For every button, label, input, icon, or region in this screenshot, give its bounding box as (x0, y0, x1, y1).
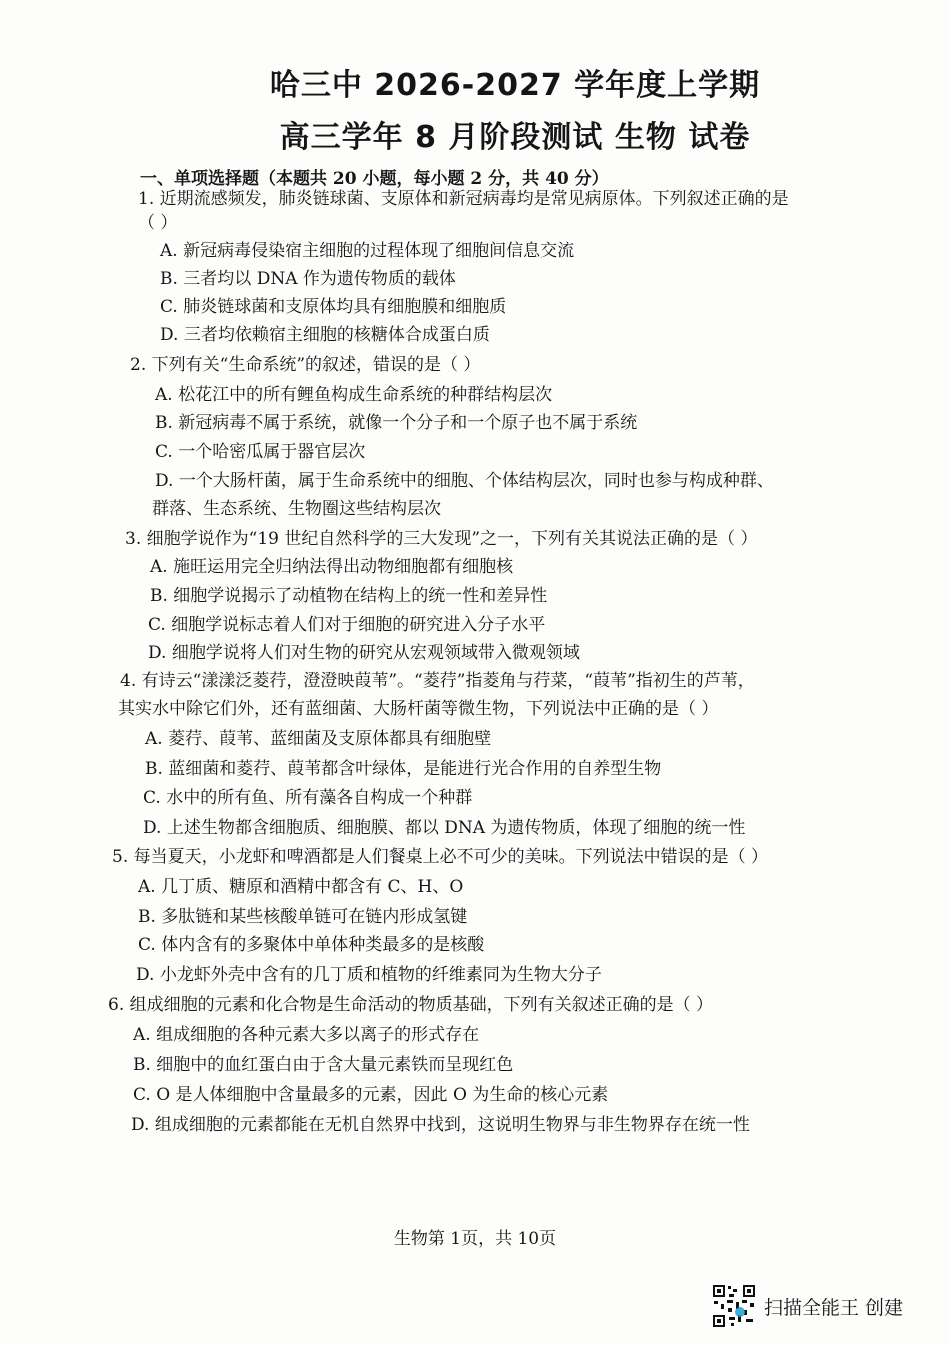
question-3-stem: 3. 细胞学说作为“19 世纪自然科学的三大发现”之一，下列有关其说法正确的是（ ） (125, 529, 758, 549)
question-5-option-a: A. 几丁质、糖原和酒精中都含有 C、H、O (138, 877, 464, 897)
scanner-watermark (712, 1284, 903, 1328)
question-6-option-a: A. 组成细胞的各种元素大多以离子的形式存在 (133, 1025, 480, 1045)
question-4-stem: 4. 有诗云“漾漾泛菱荇，澄澄映葭苇”。“菱荇”指菱角与荇菜，“葭苇”指初生的芦苇， (120, 671, 755, 691)
scanner-watermark-text: 扫描全能王 创建 (764, 1296, 904, 1319)
question-1-stem: 1. 近期流感频发，肺炎链球菌、支原体和新冠病毒均是常见病原体。下列叙述正确的是 (138, 189, 789, 209)
question-5-option-b: B. 多肽链和某些核酸单链可在链内形成氢键 (138, 907, 468, 927)
question-6-option-b: B. 细胞中的血红蛋白由于含大量元素铁而呈现红色 (133, 1055, 514, 1075)
question-6-option-d: D. 组成细胞的元素都能在无机自然界中找到，这说明生物界与非生物界存在统一性 (131, 1115, 750, 1135)
question-4-stem-continued: 其实水中除它们外，还有蓝细菌、大肠杆菌等微生物，下列说法中正确的是（ ） (118, 699, 719, 719)
question-2-option-b: B. 新冠病毒不属于系统，就像一个分子和一个原子也不属于系统 (155, 413, 638, 433)
question-1-option-c: C. 肺炎链球菌和支原体均具有细胞膜和细胞质 (160, 297, 507, 317)
question-3-option-d: D. 细胞学说将人们对生物的研究从宏观领域带入微观领域 (148, 643, 580, 663)
question-2-option-a: A. 松花江中的所有鲤鱼构成生命系统的种群结构层次 (155, 385, 553, 405)
qr-code-icon (712, 1284, 756, 1328)
question-4-option-c: C. 水中的所有鱼、所有藻各自构成一个种群 (143, 788, 473, 808)
question-2-stem: 2. 下列有关“生命系统”的叙述，错误的是（ ） (130, 355, 481, 375)
question-1-answer-blank: （ ） (138, 213, 178, 233)
page-footer: 生物第 1页，共 10页 (393, 1229, 557, 1249)
question-4-option-d: D. 上述生物都含细胞质、细胞膜、都以 DNA 为遗传物质，体现了细胞的统一性 (143, 818, 746, 838)
question-5-stem: 5. 每当夏天，小龙虾和啤酒都是人们餐桌上必不可少的美味。下列说法中错误的是（ ） (112, 847, 769, 867)
question-1-option-b: B. 三者均以 DNA 作为遗传物质的载体 (160, 269, 456, 289)
question-2-option-d-continued: 群落、生态系统、生物圈这些结构层次 (152, 499, 441, 519)
question-2-option-c: C. 一个哈密瓜属于器官层次 (155, 442, 366, 462)
exam-title-line1: 哈三中 2026-2027 学年度上学期 (269, 68, 761, 103)
question-1-option-a: A. 新冠病毒侵染宿主细胞的过程体现了细胞间信息交流 (160, 241, 575, 261)
question-5-option-d: D. 小龙虾外壳中含有的几丁质和植物的纤维素同为生物大分子 (136, 965, 602, 985)
question-3-option-a: A. 施旺运用完全归纳法得出动物细胞都有细胞核 (150, 557, 514, 577)
question-6-stem: 6. 组成细胞的元素和化合物是生命活动的物质基础，下列有关叙述正确的是（ ） (108, 995, 714, 1015)
question-3-option-c: C. 细胞学说标志着人们对于细胞的研究进入分子水平 (148, 615, 546, 635)
question-2-option-d: D. 一个大肠杆菌，属于生命系统中的细胞、个体结构层次，同时也参与构成种群、 (155, 471, 774, 491)
question-1-option-d: D. 三者均依赖宿主细胞的核糖体合成蛋白质 (160, 325, 490, 345)
question-4-option-a: A. 菱荇、葭苇、蓝细菌及支原体都具有细胞壁 (145, 729, 492, 749)
question-6-option-c: C. O 是人体细胞中含量最多的元素，因此 O 为生命的核心元素 (133, 1085, 609, 1105)
question-4-option-b: B. 蓝细菌和菱荇、葭苇都含叶绿体，是能进行光合作用的自养型生物 (145, 759, 662, 779)
question-3-option-b: B. 细胞学说揭示了动植物在结构上的统一性和差异性 (150, 586, 548, 606)
exam-title-line2: 高三学年 8 月阶段测试 生物 试卷 (279, 120, 751, 155)
section-heading: 一、单项选择题（本题共 20 小题，每小题 2 分，共 40 分） (140, 169, 609, 189)
question-5-option-c: C. 体内含有的多聚体中单体种类最多的是核酸 (138, 935, 485, 955)
